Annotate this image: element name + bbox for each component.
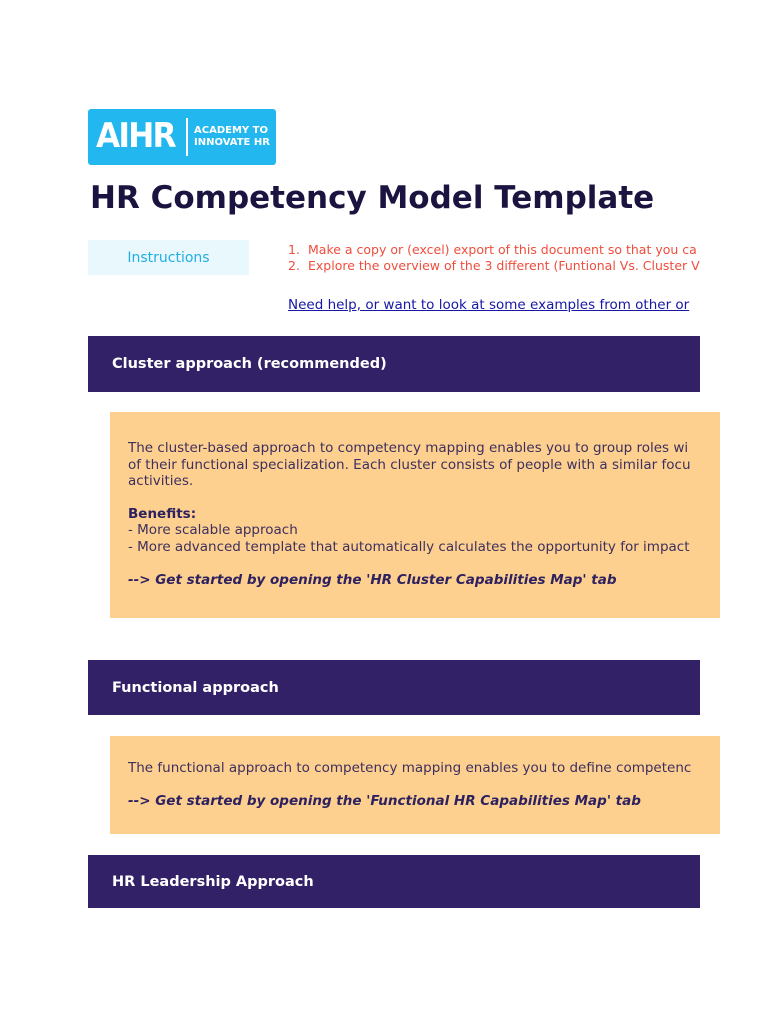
functional-body-line: The functional approach to competency mapping enables you to define competenc (128, 760, 692, 776)
section-heading-leadership: HR Leadership Approach (88, 855, 700, 908)
aihr-logo (88, 109, 276, 165)
logo-wordmark: AIHR (96, 116, 175, 156)
logo-tagline-line1: ACADEMY TO (194, 125, 268, 136)
benefit-item: - More scalable approach (128, 522, 298, 539)
logo-tagline (194, 125, 270, 149)
cluster-body-line: activities. (128, 473, 194, 490)
help-link[interactable]: Need help, or want to look at some examples from other or (288, 297, 690, 313)
cluster-body-line: of their functional specialization. Each cluster consists of people with a similar focu (128, 456, 691, 473)
step-item (288, 242, 700, 258)
spacer (128, 777, 702, 793)
functional-description-card (110, 736, 720, 834)
cluster-body-line: The cluster-based approach to competency mapping enables you to group roles wi (128, 440, 689, 456)
instruction-steps (288, 242, 700, 274)
section-heading-functional: Functional approach (88, 660, 700, 715)
spacer (128, 556, 702, 572)
spacer (128, 490, 702, 506)
step-number: 2. (288, 258, 300, 273)
functional-cta: --> Get started by opening the 'Functional HR Capabilities Map' tab (128, 792, 641, 809)
instructions-label: Instructions (88, 240, 249, 275)
step-item (288, 258, 700, 274)
step-text: Explore the overview of the 3 different (Funtional Vs. Cluster V (308, 258, 700, 273)
cluster-cta: --> Get started by opening the 'HR Cluster Capabilities Map' tab (128, 571, 617, 588)
benefits-heading: Benefits: (128, 505, 197, 522)
section-heading-cluster: Cluster approach (recommended) (88, 336, 700, 392)
benefit-item: - More advanced template that automatically calculates the opportunity for impact (128, 538, 690, 555)
logo-tagline-line2: INNOVATE HR (194, 137, 270, 148)
logo-divider (186, 118, 188, 156)
cluster-description-card (110, 412, 720, 618)
page-title: HR Competency Model Template (90, 180, 655, 216)
step-number: 1. (288, 242, 300, 257)
step-text: Make a copy or (excel) export of this document so that you ca (308, 242, 697, 257)
